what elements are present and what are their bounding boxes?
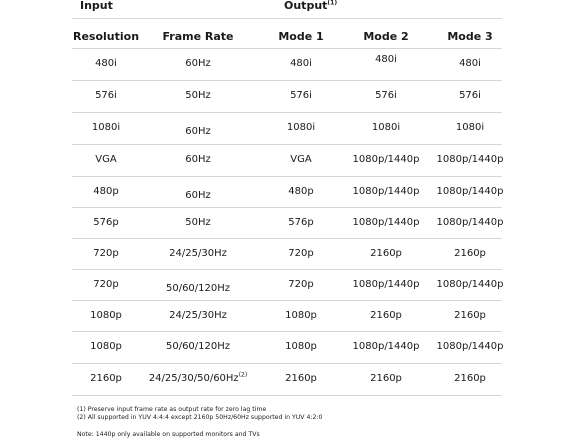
cell-mode-3: 2160p [454, 373, 486, 384]
table-row [72, 269, 502, 301]
cell-mode-3: 1080p/1440p [436, 217, 504, 228]
cell-mode-1: 1080i [286, 122, 316, 133]
cell-mode-2: 1080p/1440p [352, 279, 420, 290]
cell-frame-rate: 60Hz [185, 58, 211, 69]
output-group-header [284, 0, 337, 12]
table-row [72, 238, 502, 270]
table-row [72, 176, 502, 208]
footnote-2: (2) All supported in YUV 4:4:4 except 2160p 50Hz/60Hz supported in YUV 4:2:0 [77, 414, 323, 421]
cell-resolution: VGA [95, 154, 117, 165]
cell-mode-1: 2160p [285, 373, 317, 384]
cell-mode-2: 2160p [370, 248, 402, 259]
cell-resolution: 1080p [90, 310, 122, 321]
col-header-mode-2: Mode 2 [363, 30, 409, 43]
cell-mode-3: 1080p/1440p [436, 186, 504, 197]
frame-rate-footnote-ref: (2) [238, 371, 248, 379]
cell-resolution: 1080i [91, 122, 121, 133]
cell-mode-1: 720p [288, 279, 314, 290]
cell-mode-3: 1080p/1440p [436, 279, 504, 290]
output-footnote-ref: (1) [327, 0, 338, 7]
cell-mode-2: 576i [375, 90, 397, 101]
cell-mode-1: VGA [290, 154, 312, 165]
cell-mode-3: 576i [459, 90, 481, 101]
table-row [72, 363, 502, 396]
cell-mode-2: 1080p/1440p [352, 341, 420, 352]
cell-mode-3: 2160p [454, 248, 486, 259]
cell-resolution: 2160p [90, 373, 122, 384]
cell-mode-2: 1080p/1440p [352, 154, 420, 165]
cell-frame-rate: 50Hz [185, 217, 211, 228]
table-row [72, 48, 502, 81]
availability-note: Note: 1440p only available on supported monitors and TVs [77, 431, 260, 438]
cell-mode-2: 2160p [370, 310, 402, 321]
col-header-resolution: Resolution [72, 30, 140, 43]
col-header-mode-3: Mode 3 [447, 30, 493, 43]
cell-mode-1: 1080p [285, 341, 317, 352]
input-group-header: Input [80, 0, 113, 12]
cell-frame-rate: 50Hz [185, 90, 211, 101]
column-header-row [72, 18, 502, 49]
cell-mode-1: 576i [290, 90, 312, 101]
cell-mode-2: 480i [375, 54, 397, 65]
table-row [72, 300, 502, 332]
cell-mode-1: 480i [290, 58, 312, 69]
cell-resolution: 576i [95, 90, 117, 101]
cell-mode-2: 1080i [371, 122, 401, 133]
cell-frame-rate: 24/25/30Hz [169, 310, 227, 321]
table-row [72, 112, 502, 145]
col-header-mode-1: Mode 1 [278, 30, 324, 43]
cell-mode-3: 1080i [455, 122, 485, 133]
cell-mode-3: 1080p/1440p [436, 154, 504, 165]
cell-frame-rate: 24/25/30Hz [169, 248, 227, 259]
cell-mode-3: 480i [459, 58, 481, 69]
cell-mode-2: 1080p/1440p [352, 186, 420, 197]
cell-mode-3: 2160p [454, 310, 486, 321]
cell-frame-rate: 50/60/120Hz [165, 341, 231, 352]
cell-frame-rate: 50/60/120Hz [165, 283, 231, 294]
cell-mode-3: 1080p/1440p [436, 341, 504, 352]
cell-mode-1: 576p [288, 217, 314, 228]
col-header-frame-rate: Frame Rate [162, 30, 234, 43]
cell-resolution: 720p [93, 279, 119, 290]
cell-frame-rate: 60Hz [185, 154, 211, 165]
cell-mode-1: 720p [288, 248, 314, 259]
table-row [72, 331, 502, 364]
table-row [72, 80, 502, 113]
cell-frame-rate: 60Hz [185, 190, 211, 201]
cell-resolution: 720p [93, 248, 119, 259]
output-group-label: Output [284, 0, 328, 12]
cell-resolution: 480i [95, 58, 117, 69]
cell-mode-1: 480p [288, 186, 314, 197]
cell-mode-2: 2160p [370, 373, 402, 384]
cell-mode-2: 1080p/1440p [352, 217, 420, 228]
cell-resolution: 480p [93, 186, 119, 197]
table-row [72, 144, 502, 177]
cell-frame-rate [149, 373, 247, 385]
footnote-1: (1) Preserve input frame rate as output rate for zero lag time [77, 406, 267, 413]
cell-frame-rate: 60Hz [185, 126, 211, 137]
cell-resolution: 576p [93, 217, 119, 228]
group-header-row [72, 0, 502, 19]
cell-frame-rate-text: 24/25/30/50/60Hz [148, 373, 239, 384]
cell-resolution: 1080p [90, 341, 122, 352]
cell-mode-1: 1080p [285, 310, 317, 321]
table-row [72, 207, 502, 239]
